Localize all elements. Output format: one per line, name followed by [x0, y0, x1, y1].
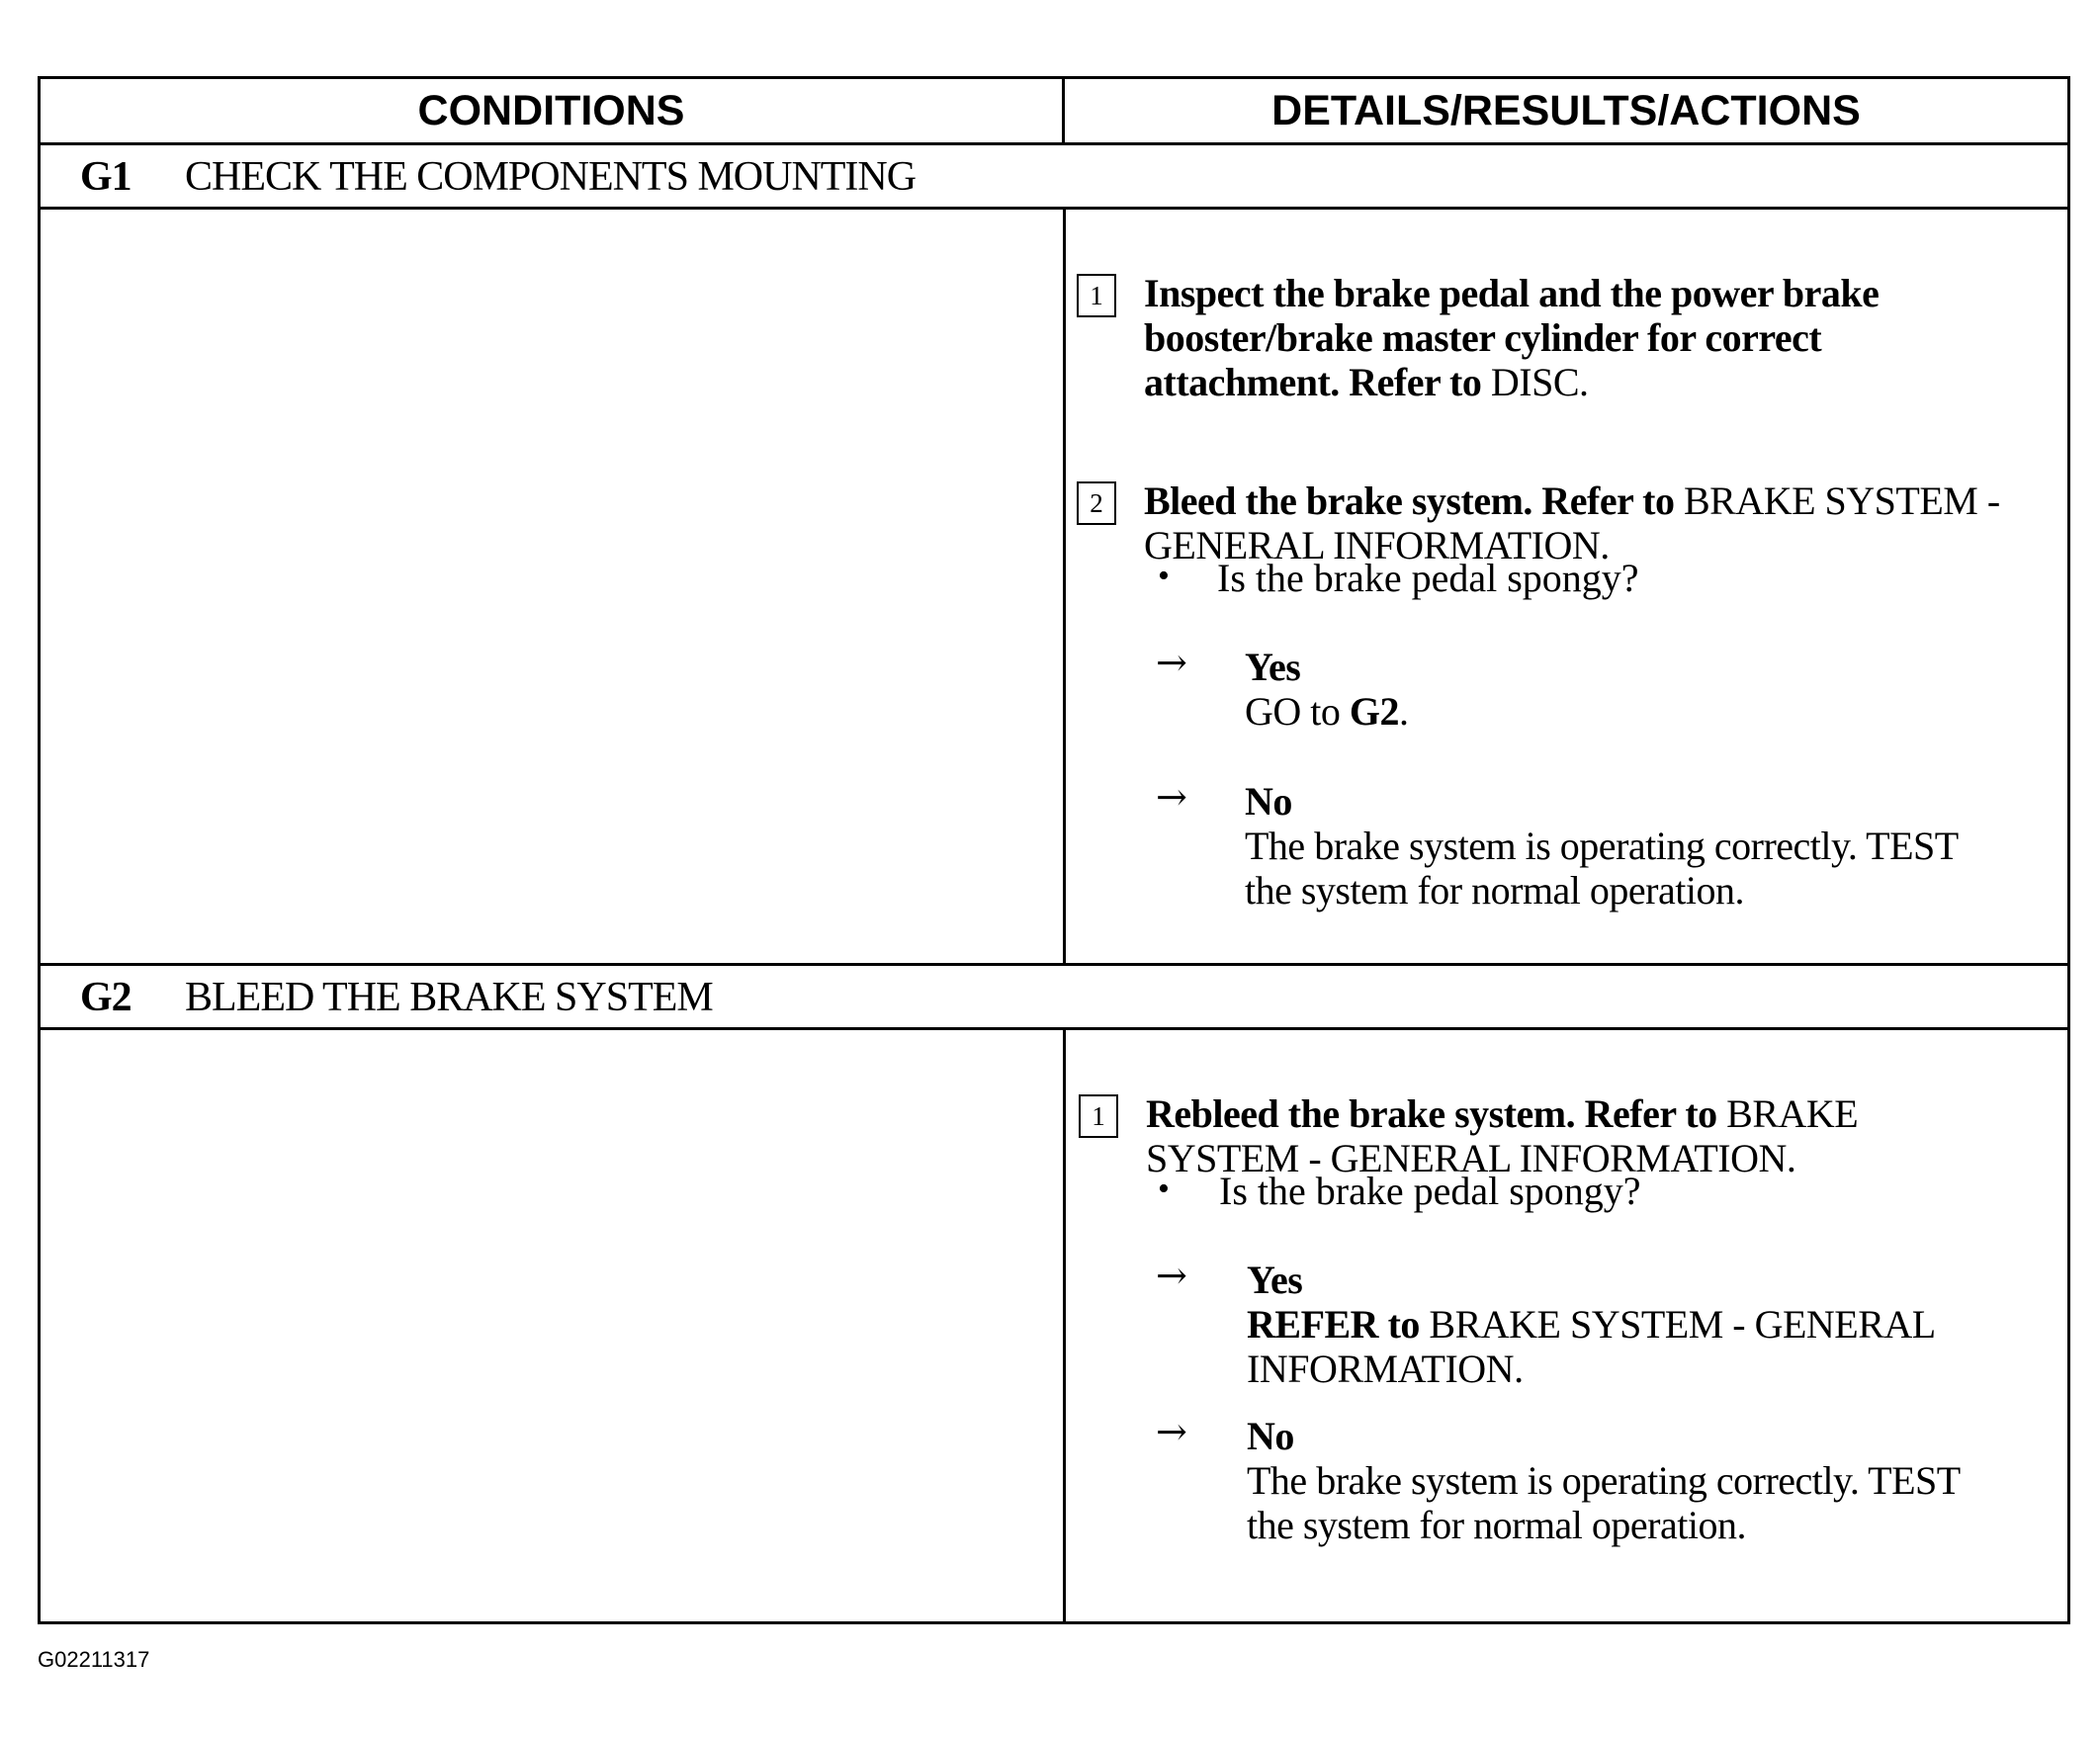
g1-step-1-ref: DISC.: [1490, 360, 1589, 404]
g2-step-1-number: 1: [1079, 1094, 1118, 1138]
g1-step-2-text: [1144, 478, 2100, 567]
g1-yes-label: Yes: [1245, 645, 1301, 689]
g2-no-arrow-icon: →: [1156, 1410, 1187, 1453]
section-g1-title: CHECK THE COMPONENTS MOUNTING: [185, 154, 917, 200]
g1-yes-target: G2: [1349, 689, 1400, 734]
g2-no-answer: [1247, 1414, 1998, 1547]
g1-step-2-ref: BRAKE SYSTEM - GENERAL INFORMATION.: [1144, 478, 2000, 567]
figure-id: G02211317: [38, 1647, 150, 1672]
g1-yes-arrow-icon: →: [1156, 641, 1187, 684]
g1-step-2-lead: Bleed the brake system. Refer to: [1144, 478, 1675, 523]
g1-no-arrow-icon: →: [1156, 775, 1187, 819]
g1-step-1-text: [1144, 271, 1955, 404]
g2-yes-arrow-icon: →: [1156, 1254, 1187, 1297]
g1-step-1-number: 1: [1077, 274, 1116, 317]
g2-yes-answer: [1247, 1258, 2028, 1391]
section-g2-title: BLEED THE BRAKE SYSTEM: [185, 975, 713, 1020]
g2-step-1-ref: BRAKE SYSTEM - GENERAL INFORMATION.: [1146, 1091, 1859, 1180]
g1-yes-text-a: GO to: [1245, 689, 1341, 734]
g2-no-label: No: [1247, 1414, 1294, 1458]
g2-yes-text-b: BRAKE SYSTEM - GENERAL INFORMATION.: [1247, 1302, 1935, 1391]
section-g2-title-row: [41, 966, 2067, 1030]
table-header-row: [41, 79, 2067, 145]
header-conditions: CONDITIONS: [417, 86, 685, 134]
section-g1-code: G1: [80, 154, 131, 200]
diagnostic-table: [38, 76, 2070, 1624]
section-g2-code: G2: [80, 975, 131, 1020]
g1-bullet-icon: •: [1158, 558, 1170, 594]
section-g1-divider: [1063, 210, 1066, 963]
g1-step-2-number: 2: [1077, 481, 1116, 525]
g1-yes-text-c: .: [1399, 689, 1409, 734]
g1-question: Is the brake pedal spongy?: [1217, 556, 1639, 600]
g2-no-text: The brake system is operating correctly. TEST the system for normal operation.: [1247, 1458, 1960, 1547]
g1-no-answer: [1245, 779, 1996, 913]
g2-step-1-text: [1146, 1091, 1937, 1180]
g2-step-1-lead: Rebleed the brake system. Refer to: [1146, 1091, 1717, 1136]
section-g1-body: [41, 210, 2067, 966]
g1-no-text: The brake system is operating correctly. TEST the system for normal operation.: [1245, 824, 1958, 913]
g2-yes-label: Yes: [1247, 1258, 1303, 1302]
section-g1-title-row: [41, 145, 2067, 210]
g1-step-1-lead: Inspect the brake pedal and the power brake booster/brake master cylinder for correct attachment. Refer to: [1144, 271, 1880, 404]
g1-yes-answer: [1245, 645, 2095, 734]
g1-no-label: No: [1245, 779, 1292, 824]
section-g2-body: [41, 1030, 2067, 1621]
section-g2-divider: [1063, 1030, 1066, 1621]
g2-bullet-icon: •: [1158, 1171, 1170, 1207]
header-details: DETAILS/RESULTS/ACTIONS: [1271, 86, 1861, 134]
g2-question: Is the brake pedal spongy?: [1219, 1169, 1641, 1213]
g2-yes-text-a: REFER to: [1247, 1302, 1420, 1347]
